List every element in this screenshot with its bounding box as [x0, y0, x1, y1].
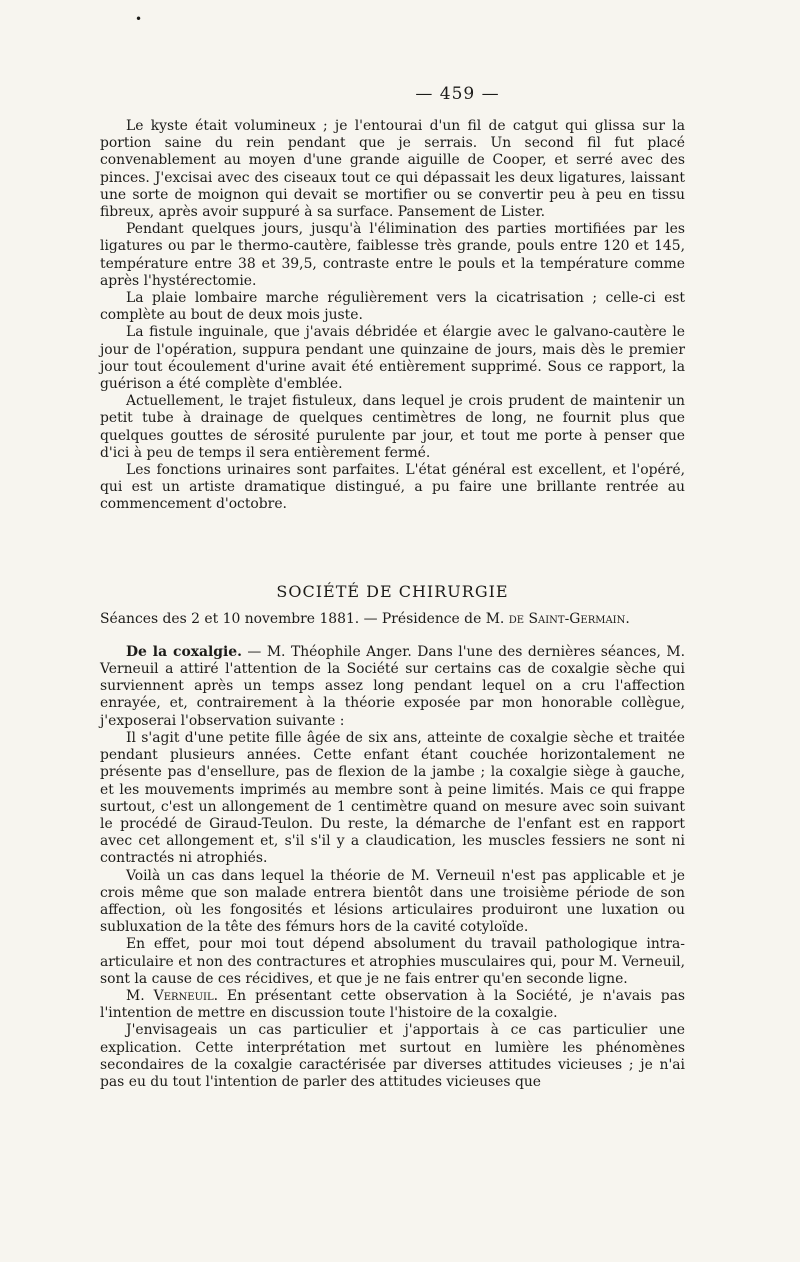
speaker-name: M. Verneuil.	[126, 987, 219, 1004]
verneuil-paragraph	[100, 988, 685, 1022]
paragraph: Il s'agit d'une petite fille âgée de six ans, atteinte de coxalgie sèche et traitée pendant plusieurs années. Cette enfant étant couchée horizontalement ne présente pas d'ensellure, pas de flexion de la jambe ; la coxalgie siège à gauche, et les mouvements imprimés au membre sont à peine limités. Mais ce qui frappe surtout, c'est un allongement de 1 centimètre quand on mesure avec soin suivant le procédé de Giraud-Teulon. Du reste, la démarche de l'enfant est en rapport avec cet allongement et, s'il s'il y a claudication, les muscles fessiers ne sont ni contractés ni atrophiés.	[100, 729, 685, 867]
paragraph: Les fonctions urinaires sont parfaites. L'état général est excellent, et l'opéré, qui est un artiste dramatique distingué, a pu faire une brillante rentrée au commencement d'octobre.	[100, 462, 685, 513]
coxalgie-paragraph	[100, 644, 685, 730]
sessions-prefix: Séances des 2 et 10 novembre 1881. — Présidence de M.	[100, 610, 509, 627]
sessions-line	[100, 611, 685, 628]
paragraph: La plaie lombaire marche régulièrement vers la cicatrisation ; celle-ci est complète au bout de deux mois juste.	[100, 290, 685, 324]
article-heading: De la coxalgie.	[126, 643, 242, 660]
paragraph: Actuellement, le trajet fistuleux, dans lequel je crois prudent de maintenir un petit tube à drainage de quelques centimètres de long, ne fournit plus que quelques gouttes de sérosité purulente par jour, et tout me porte à penser que d'ici à peu de temps il sera entièrement fermé.	[100, 393, 685, 461]
page-number: — 459 —	[415, 84, 500, 104]
paragraph: Voilà un cas dans lequel la théorie de M. Verneuil n'est pas applicable et je crois même que son malade entrera bientôt dans une troisième période de son affection, où les fongosités et lésions articulaires produiront une luxation ou subluxation de la tête des fémurs hors de la cavité cotyloïde.	[100, 867, 685, 936]
bullet-mark: •	[135, 12, 143, 26]
paragraph: Le kyste était volumineux ; je l'entourai d'un fil de catgut qui glissa sur la portion saine du rein pendant que je serrais. Un second fil fut placé convenablement au moyen d'une grande aiguille de Cooper, et serré avec des pinces. J'excisai avec des ciseaux tout ce qui dépassait les deux ligatures, laissant une sorte de moignon qui devait se mortifier ou se convertir peu à peu en tissu fibreux, après avoir suppuré à sa surface. Pansement de Lister.	[100, 118, 685, 221]
paragraph: J'envisageais un cas particulier et j'apportais à ce cas particulier une explication. Cette interprétation met surtout en lumière les phénomènes secondaires de la coxalgie caractérisée par diverses attitudes vicieuses ; je n'ai pas eu du tout l'intention de parler des attitudes vicieuses que	[100, 1022, 685, 1090]
section-title: SOCIÉTÉ DE CHIRURGIE	[276, 581, 509, 601]
president-name: de Saint-Germain.	[508, 610, 630, 627]
verneuil-text: En présentant cette observation à la Société, je n'avais pas l'intention de mettre en discussion toute l'histoire de la coxalgie.	[100, 987, 685, 1022]
paragraph: En effet, pour moi tout dépend absolument du travail pathologique intra-articulaire et non des contractures et atrophies musculaires qui, pour M. Verneuil, sont la cause de ces récidives, et que je ne fais entrer qu'en seconde ligne.	[100, 936, 685, 987]
paragraph: La fistule inguinale, que j'avais débridée et élargie avec le galvano-cautère le jour de l'opération, suppura pendant une quinzaine de jours, mais dès le premier jour tout écoulement d'urine avait été entièrement supprimé. Sous ce rapport, la guérison a été complète d'emblée.	[100, 324, 685, 393]
coxalgie-text: — M. Théophile Anger. Dans l'une des dernières séances, M. Verneuil a attiré l'attention de la Société sur certains cas de coxalgie sèche qui surviennent après un temps assez long pendant lequel on a cru l'affection enrayée, et, contrairement à la théorie exposée par mon honorable collègue, j'exposerai l'observation suivante :	[100, 643, 685, 729]
page	[100, 84, 685, 1091]
paragraph: Pendant quelques jours, jusqu'à l'élimination des parties mortifiées par les ligatures ou par le thermo-cautère, faiblesse très grande, pouls entre 120 et 145, température entre 38 et 39,5, contraste entre le pouls et la température comme après l'hystérectomie.	[100, 221, 685, 289]
